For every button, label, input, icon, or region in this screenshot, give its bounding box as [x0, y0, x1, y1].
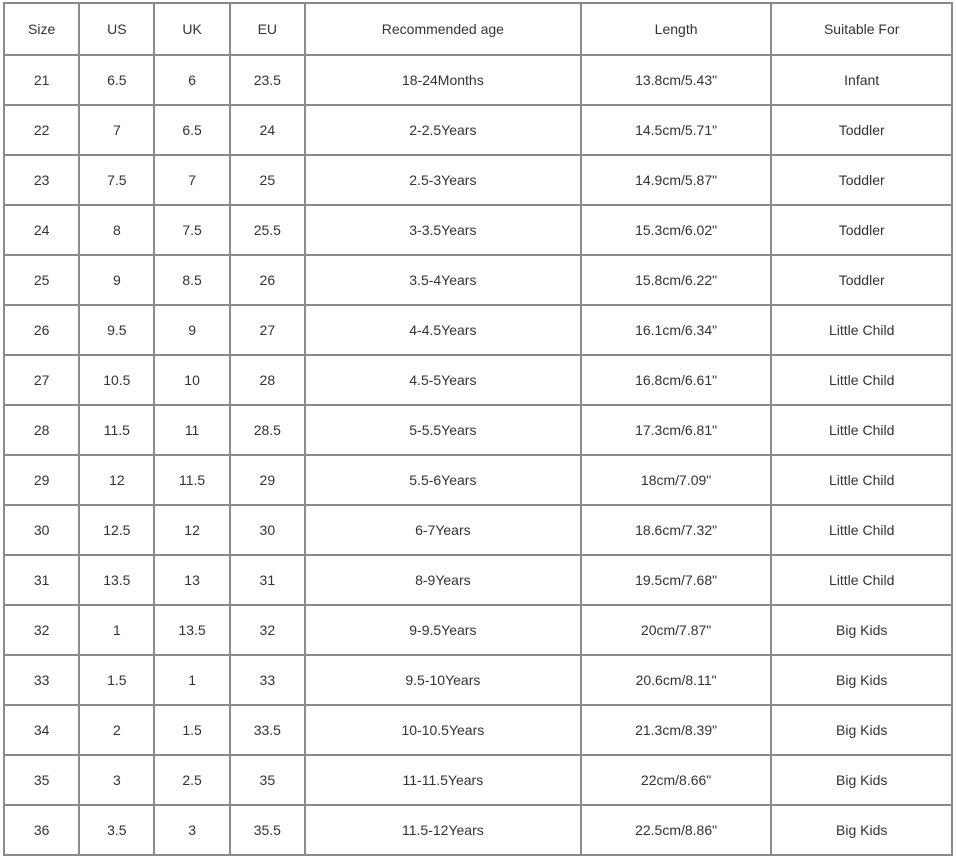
- table-row: [4, 255, 952, 305]
- size-chart-table: [3, 2, 953, 856]
- cell-us: 1.5: [79, 655, 154, 705]
- cell-suitable-for: Big Kids: [771, 705, 952, 755]
- cell-eu: 28.5: [230, 405, 305, 455]
- cell-us: 10.5: [79, 355, 154, 405]
- cell-suitable-for: Big Kids: [771, 805, 952, 855]
- cell-uk: 7: [154, 155, 229, 205]
- cell-suitable-for: Little Child: [771, 455, 952, 505]
- cell-eu: 27: [230, 305, 305, 355]
- cell-uk: 1: [154, 655, 229, 705]
- cell-recommended-age: 9-9.5Years: [305, 605, 581, 655]
- cell-eu: 28: [230, 355, 305, 405]
- cell-us: 3: [79, 755, 154, 805]
- cell-size: 21: [4, 55, 79, 105]
- cell-recommended-age: 4.5-5Years: [305, 355, 581, 405]
- cell-eu: 26: [230, 255, 305, 305]
- cell-eu: 23.5: [230, 55, 305, 105]
- cell-eu: 25: [230, 155, 305, 205]
- cell-size: 32: [4, 605, 79, 655]
- cell-length: 14.5cm/5.71": [581, 105, 772, 155]
- table-row: [4, 555, 952, 605]
- cell-uk: 8.5: [154, 255, 229, 305]
- cell-suitable-for: Big Kids: [771, 755, 952, 805]
- cell-length: 16.1cm/6.34": [581, 305, 772, 355]
- cell-eu: 24: [230, 105, 305, 155]
- cell-suitable-for: Little Child: [771, 505, 952, 555]
- cell-us: 7: [79, 105, 154, 155]
- cell-recommended-age: 5-5.5Years: [305, 405, 581, 455]
- cell-length: 14.9cm/5.87": [581, 155, 772, 205]
- cell-uk: 12: [154, 505, 229, 555]
- cell-uk: 10: [154, 355, 229, 405]
- header-suitable-for: Suitable For: [771, 3, 952, 55]
- table-row: [4, 805, 952, 855]
- cell-length: 20.6cm/8.11": [581, 655, 772, 705]
- header-uk: UK: [154, 3, 229, 55]
- cell-recommended-age: 5.5-6Years: [305, 455, 581, 505]
- cell-recommended-age: 2.5-3Years: [305, 155, 581, 205]
- cell-suitable-for: Little Child: [771, 355, 952, 405]
- cell-length: 16.8cm/6.61": [581, 355, 772, 405]
- table-header-row: [4, 3, 952, 55]
- cell-size: 33: [4, 655, 79, 705]
- table-row: [4, 355, 952, 405]
- cell-length: 15.3cm/6.02": [581, 205, 772, 255]
- cell-uk: 11: [154, 405, 229, 455]
- cell-recommended-age: 6-7Years: [305, 505, 581, 555]
- header-us: US: [79, 3, 154, 55]
- cell-size: 22: [4, 105, 79, 155]
- cell-suitable-for: Little Child: [771, 305, 952, 355]
- cell-suitable-for: Toddler: [771, 205, 952, 255]
- cell-eu: 32: [230, 605, 305, 655]
- cell-us: 11.5: [79, 405, 154, 455]
- cell-recommended-age: 18-24Months: [305, 55, 581, 105]
- cell-recommended-age: 11-11.5Years: [305, 755, 581, 805]
- cell-recommended-age: 3.5-4Years: [305, 255, 581, 305]
- cell-suitable-for: Little Child: [771, 405, 952, 455]
- cell-length: 21.3cm/8.39": [581, 705, 772, 755]
- table-row: [4, 455, 952, 505]
- cell-recommended-age: 3-3.5Years: [305, 205, 581, 255]
- cell-suitable-for: Big Kids: [771, 605, 952, 655]
- cell-us: 9.5: [79, 305, 154, 355]
- cell-eu: 30: [230, 505, 305, 555]
- table-row: [4, 155, 952, 205]
- table-row: [4, 655, 952, 705]
- table-row: [4, 105, 952, 155]
- cell-length: 13.8cm/5.43": [581, 55, 772, 105]
- cell-recommended-age: 10-10.5Years: [305, 705, 581, 755]
- cell-uk: 9: [154, 305, 229, 355]
- table-row: [4, 405, 952, 455]
- cell-suitable-for: Little Child: [771, 555, 952, 605]
- cell-recommended-age: 4-4.5Years: [305, 305, 581, 355]
- cell-eu: 29: [230, 455, 305, 505]
- cell-length: 18cm/7.09": [581, 455, 772, 505]
- cell-eu: 33: [230, 655, 305, 705]
- cell-uk: 6.5: [154, 105, 229, 155]
- cell-size: 23: [4, 155, 79, 205]
- cell-size: 25: [4, 255, 79, 305]
- header-recommended-age: Recommended age: [305, 3, 581, 55]
- cell-suitable-for: Toddler: [771, 105, 952, 155]
- cell-recommended-age: 2-2.5Years: [305, 105, 581, 155]
- table-row: [4, 505, 952, 555]
- cell-eu: 33.5: [230, 705, 305, 755]
- cell-suitable-for: Big Kids: [771, 655, 952, 705]
- cell-length: 15.8cm/6.22": [581, 255, 772, 305]
- cell-eu: 35: [230, 755, 305, 805]
- cell-length: 17.3cm/6.81": [581, 405, 772, 455]
- cell-uk: 1.5: [154, 705, 229, 755]
- cell-us: 13.5: [79, 555, 154, 605]
- cell-us: 12: [79, 455, 154, 505]
- cell-recommended-age: 8-9Years: [305, 555, 581, 605]
- cell-us: 6.5: [79, 55, 154, 105]
- cell-length: 18.6cm/7.32": [581, 505, 772, 555]
- cell-eu: 31: [230, 555, 305, 605]
- cell-length: 22cm/8.66": [581, 755, 772, 805]
- cell-size: 31: [4, 555, 79, 605]
- cell-size: 30: [4, 505, 79, 555]
- cell-length: 22.5cm/8.86": [581, 805, 772, 855]
- cell-uk: 11.5: [154, 455, 229, 505]
- cell-us: 9: [79, 255, 154, 305]
- table-body: [4, 55, 952, 855]
- cell-suitable-for: Toddler: [771, 255, 952, 305]
- table-row: [4, 605, 952, 655]
- cell-size: 24: [4, 205, 79, 255]
- cell-length: 19.5cm/7.68": [581, 555, 772, 605]
- cell-uk: 13.5: [154, 605, 229, 655]
- cell-size: 26: [4, 305, 79, 355]
- cell-us: 8: [79, 205, 154, 255]
- table-row: [4, 55, 952, 105]
- table-row: [4, 705, 952, 755]
- cell-uk: 7.5: [154, 205, 229, 255]
- table-row: [4, 205, 952, 255]
- cell-uk: 13: [154, 555, 229, 605]
- cell-size: 34: [4, 705, 79, 755]
- cell-recommended-age: 9.5-10Years: [305, 655, 581, 705]
- cell-size: 36: [4, 805, 79, 855]
- table-row: [4, 755, 952, 805]
- cell-size: 28: [4, 405, 79, 455]
- cell-us: 12.5: [79, 505, 154, 555]
- header-size: Size: [4, 3, 79, 55]
- cell-size: 35: [4, 755, 79, 805]
- cell-eu: 35.5: [230, 805, 305, 855]
- header-length: Length: [581, 3, 772, 55]
- cell-us: 3.5: [79, 805, 154, 855]
- cell-suitable-for: Toddler: [771, 155, 952, 205]
- cell-recommended-age: 11.5-12Years: [305, 805, 581, 855]
- cell-suitable-for: Infant: [771, 55, 952, 105]
- cell-uk: 6: [154, 55, 229, 105]
- header-eu: EU: [230, 3, 305, 55]
- cell-us: 1: [79, 605, 154, 655]
- cell-uk: 2.5: [154, 755, 229, 805]
- cell-size: 29: [4, 455, 79, 505]
- cell-us: 2: [79, 705, 154, 755]
- cell-length: 20cm/7.87": [581, 605, 772, 655]
- cell-us: 7.5: [79, 155, 154, 205]
- cell-eu: 25.5: [230, 205, 305, 255]
- cell-uk: 3: [154, 805, 229, 855]
- table-row: [4, 305, 952, 355]
- cell-size: 27: [4, 355, 79, 405]
